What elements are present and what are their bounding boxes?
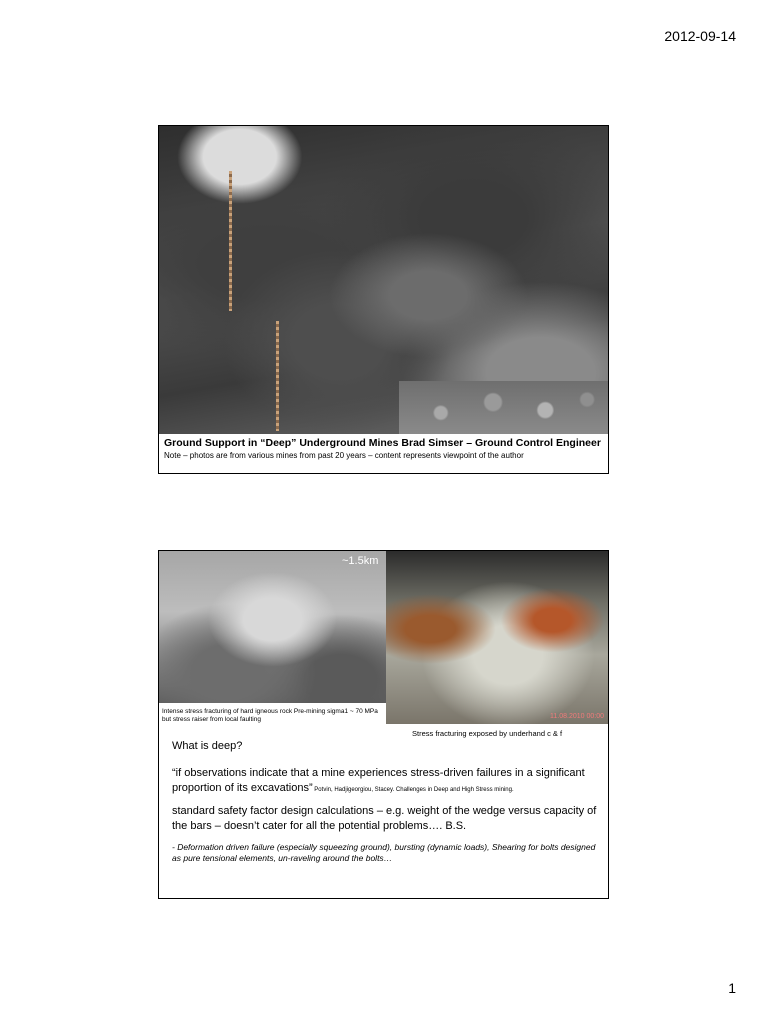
- photo-timestamp: 11.08.2010 00:00: [550, 713, 604, 720]
- page-date: 2012-09-14: [664, 28, 736, 44]
- depth-label: ~1.5km: [342, 555, 379, 567]
- quote-text: [172, 766, 602, 798]
- quote-citation: Potvin, Hadjigeorgiou, Stacey. Challenges in Deep and High Stress mining.: [312, 787, 514, 793]
- slide-text: [172, 739, 602, 864]
- quote-main: “if observations indicate that a mine experiences stress-driven failures in a significant proportion of its excavations”: [172, 767, 585, 794]
- slide-2: [158, 550, 609, 899]
- question-text: What is deep?: [172, 740, 243, 752]
- page-number: 1: [728, 980, 736, 996]
- failure-modes-text: - Deformation driven failure (especially squeezing ground), bursting (dynamic loads), Shearing for bolts designed as pure tensional elements, un-raveling around the bolts…: [172, 842, 596, 863]
- slide-1: [158, 125, 609, 474]
- chain-decoration: [229, 171, 232, 311]
- stress-fracture-photo: [159, 551, 386, 703]
- calc-text: standard safety factor design calculations – e.g. weight of the wedge versus capacity of the bars – doesn’t cater for all the potential problems…. B.S.: [172, 805, 597, 832]
- underhand-fracture-photo: [386, 551, 608, 724]
- photo-left-caption: Intense stress fracturing of hard igneous rock Pre-mining sigma1 ~ 70 MPa but stress raiser from local faulting: [162, 708, 378, 723]
- chain-decoration: [276, 321, 279, 431]
- rock-tunnel-photo: [159, 126, 608, 434]
- slide-note: Note – photos are from various mines from past 20 years – content represents viewpoint of the author: [164, 451, 524, 460]
- slide-title: Ground Support in “Deep” Underground Mines Brad Simser – Ground Control Engineer: [164, 437, 601, 449]
- rubble-pile: [399, 381, 608, 434]
- photo-right-caption: Stress fracturing exposed by underhand c & f: [412, 729, 563, 738]
